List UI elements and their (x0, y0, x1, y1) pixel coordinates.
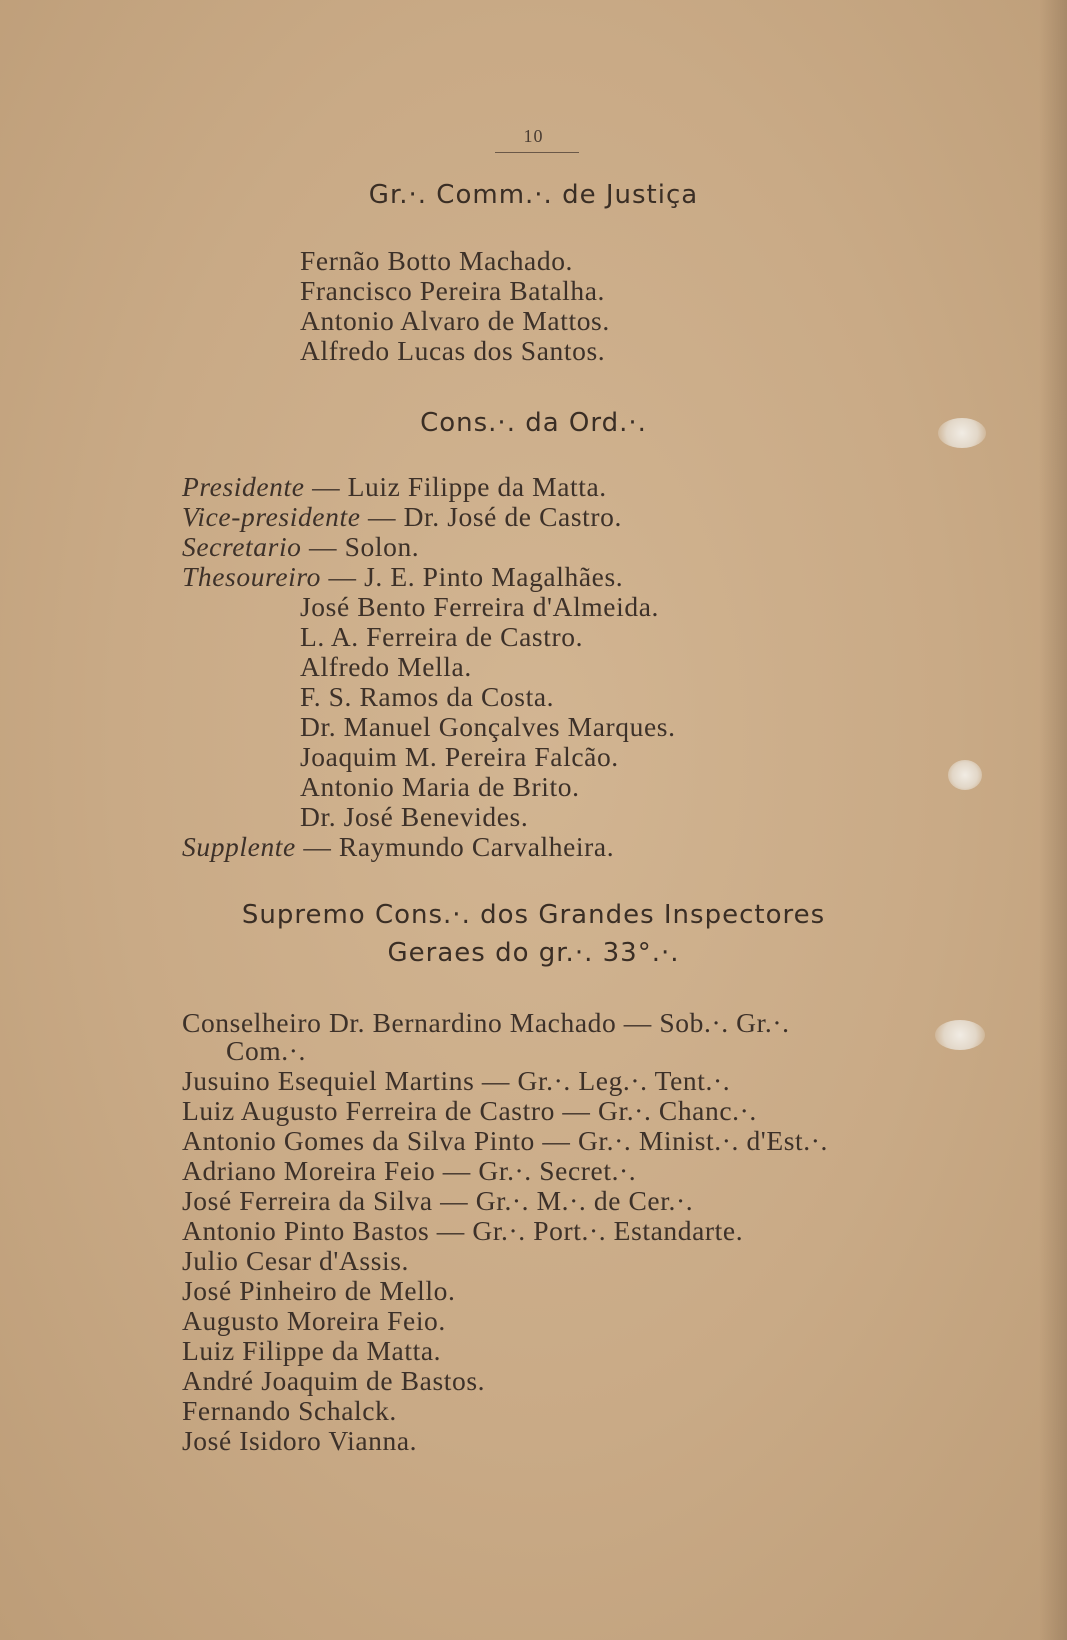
officer-name: Solon. (344, 531, 420, 562)
paper-hole-mark (948, 760, 982, 790)
officer-title: Thesoureiro (182, 561, 322, 592)
section-heading-supremo: Supremo Cons.·. dos Grandes Inspectores (241, 900, 826, 930)
officer-separator: — (321, 561, 365, 592)
section-heading-supremo-sub: Geraes do gr.·. 33°.·. (387, 938, 680, 968)
supplente-separator: — (295, 831, 339, 862)
officer-separator: — (304, 471, 348, 502)
page-number: 10 (523, 126, 544, 146)
supremo-entry: André Joaquim de Bastos. (182, 1365, 486, 1396)
page-number-rule (495, 152, 579, 153)
section-heading-justica: Gr.·. Comm.·. de Justiça (368, 180, 699, 210)
council-member: Alfredo Mella. (300, 651, 472, 682)
supremo-entry: Julio Cesar d'Assis. (182, 1245, 410, 1276)
supplente-title: Supplente (182, 831, 296, 862)
officer-title: Vice-presidente (182, 501, 361, 532)
supremo-entry: Conselheiro Dr. Bernardino Machado — Sob.·. Gr.·. (182, 1007, 790, 1038)
supplente-name: Raymundo Carvalheira. (338, 831, 615, 862)
officer-name: Luiz Filippe da Matta. (347, 471, 607, 502)
officer-title: Secretario (182, 531, 302, 562)
paper-hole-mark (935, 1020, 985, 1050)
supremo-entry: Augusto Moreira Feio. (182, 1305, 446, 1336)
council-member: Joaquim M. Pereira Falcão. (300, 741, 619, 772)
council-member: Dr. Manuel Gonçalves Marques. (300, 711, 676, 742)
officer-title: Presidente (182, 471, 305, 502)
supremo-entry-continuation: Com.·. (226, 1035, 306, 1066)
officer-line (182, 532, 419, 562)
justica-member: Alfredo Lucas dos Santos. (300, 335, 606, 366)
supremo-entry: Antonio Pinto Bastos — Gr.·. Port.·. Estandarte. (182, 1215, 744, 1246)
supremo-entry: José Ferreira da Silva — Gr.·. M.·. de Cer.·. (182, 1185, 694, 1216)
supremo-entry: Luiz Filippe da Matta. (182, 1335, 442, 1366)
council-member: F. S. Ramos da Costa. (300, 681, 555, 712)
supremo-entry: Adriano Moreira Feio — Gr.·. Secret.·. (182, 1155, 637, 1186)
officer-line (182, 502, 622, 532)
council-member: Dr. José Benevides. (300, 801, 529, 832)
officer-name: J. E. Pinto Magalhães. (364, 561, 624, 592)
supplente-line (182, 832, 614, 862)
supremo-entry: José Pinheiro de Mello. (182, 1275, 456, 1306)
justica-member: Antonio Alvaro de Mattos. (300, 305, 610, 336)
section-heading-cons-ord: Cons.·. da Ord.·. (420, 408, 647, 438)
supremo-entry: Luiz Augusto Ferreira de Castro — Gr.·. Chanc.·. (182, 1095, 757, 1126)
page-edge-shadow (1039, 0, 1067, 1640)
justica-member: Fernão Botto Machado. (300, 245, 574, 276)
justica-member: Francisco Pereira Batalha. (300, 275, 605, 306)
council-member: José Bento Ferreira d'Almeida. (300, 591, 659, 622)
officer-line (182, 562, 623, 592)
council-member: Antonio Maria de Brito. (300, 771, 580, 802)
supremo-entry: Antonio Gomes da Silva Pinto — Gr.·. Minist.·. d'Est.·. (182, 1125, 829, 1156)
supremo-entry: Fernando Schalck. (182, 1395, 397, 1426)
officer-line (182, 472, 607, 502)
council-member: L. A. Ferreira de Castro. (300, 621, 584, 652)
supremo-entry: José Isidoro Vianna. (182, 1425, 418, 1456)
officer-separator: — (360, 501, 404, 532)
officer-separator: — (301, 531, 345, 562)
supremo-entry: Jusuino Esequiel Martins — Gr.·. Leg.·. Tent.·. (182, 1065, 731, 1096)
officer-name: Dr. José de Castro. (403, 501, 622, 532)
